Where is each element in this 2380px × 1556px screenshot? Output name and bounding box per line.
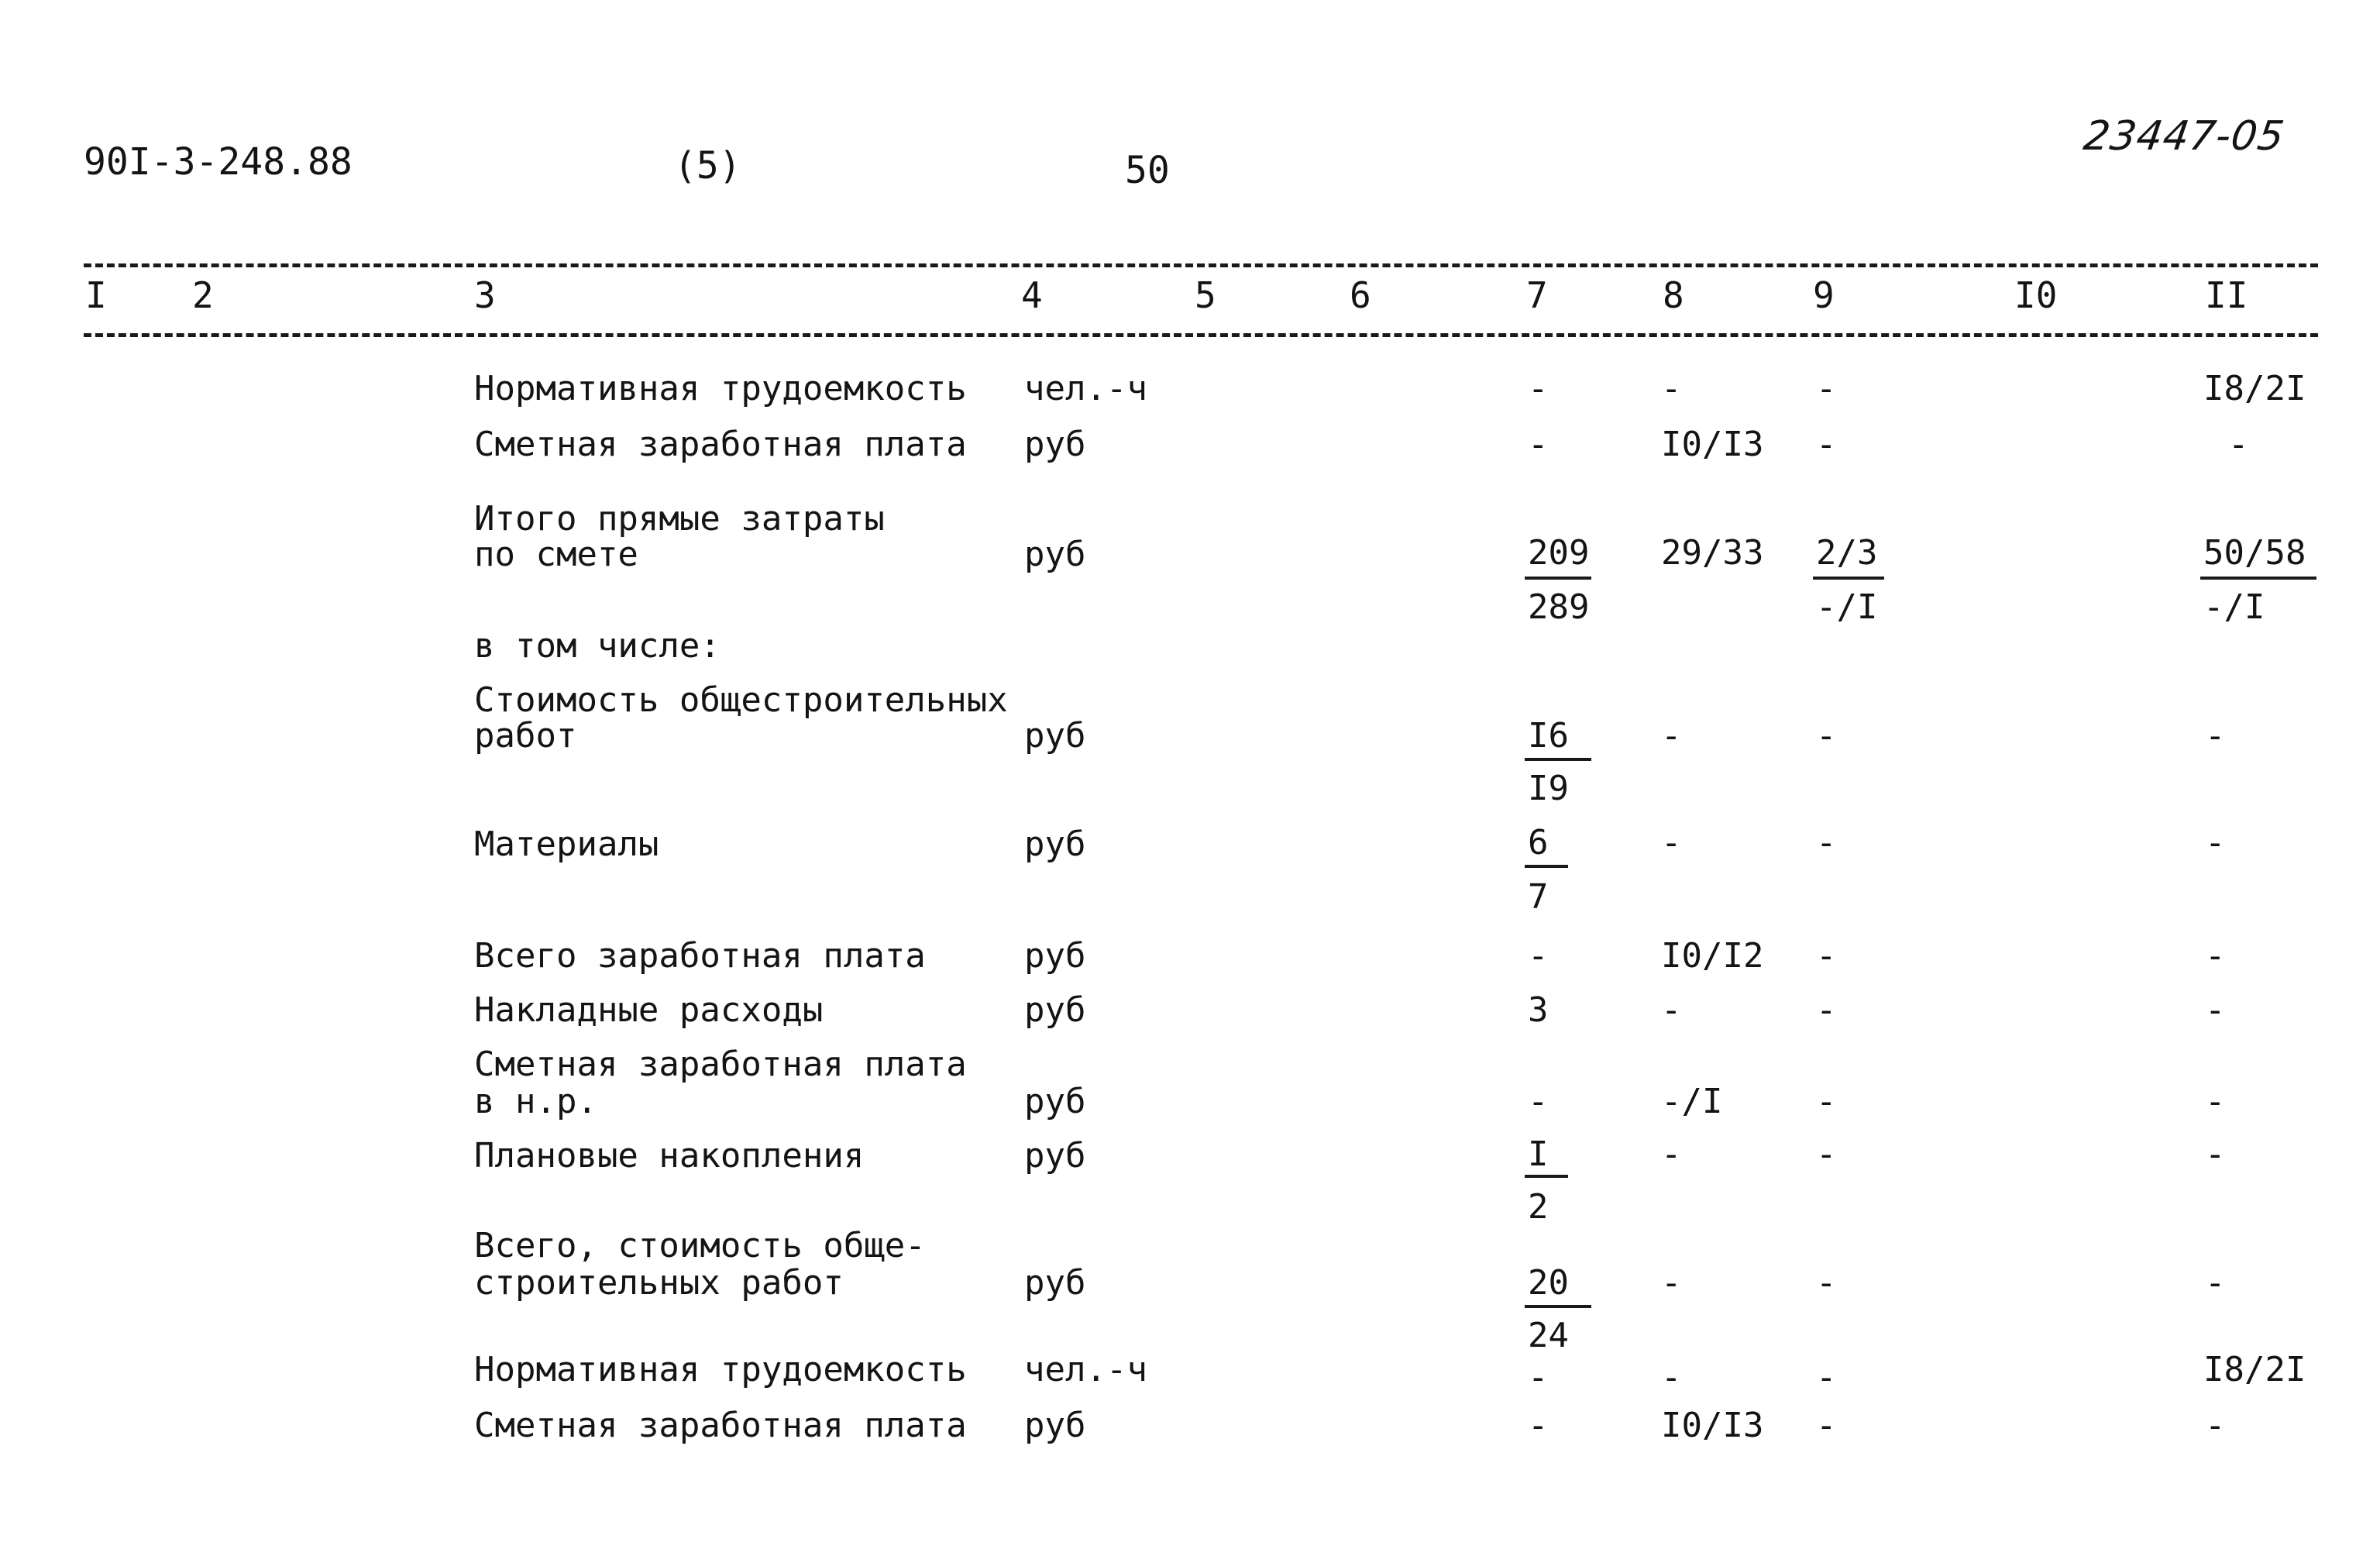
row-label: Всего заработная плата	[474, 936, 926, 976]
cell-col9: -	[1816, 369, 1837, 408]
cell-col9: -	[1816, 1082, 1837, 1121]
cell-col11: I8/2I	[2203, 369, 2306, 408]
row-label: Накладные расходы	[474, 990, 824, 1030]
row-label-subheading: в том числе:	[474, 626, 721, 666]
cell-col7-numerator: I	[1528, 1134, 1549, 1174]
cell-col7: -	[1528, 1358, 1549, 1397]
cell-col7-numerator: 6	[1528, 823, 1549, 862]
row-label-continued: работ	[474, 716, 577, 756]
section-number: (5)	[674, 144, 741, 188]
column-header-7: 7	[1526, 274, 1548, 316]
cell-col7: -	[1528, 1082, 1549, 1121]
row-unit: руб	[1024, 990, 1086, 1030]
row-unit: руб	[1024, 824, 1086, 864]
cell-col8: -	[1661, 823, 1682, 862]
cell-col11-denominator: -/I	[2203, 587, 2265, 627]
column-header-9: 9	[1813, 274, 1835, 316]
cell-col8: -	[1661, 1263, 1682, 1303]
cell-col11: -	[2205, 823, 2226, 862]
cell-col9: -	[1816, 1134, 1837, 1174]
cell-col7-denominator: 289	[1528, 587, 1590, 627]
cell-col9: -	[1816, 1406, 1837, 1445]
column-header-6: 6	[1350, 274, 1371, 316]
row-unit: руб	[1024, 716, 1086, 756]
cell-col9: -	[1816, 425, 1837, 464]
cell-col9-denominator: -/I	[1816, 587, 1878, 627]
fraction-bar	[1525, 758, 1591, 761]
cell-col11: -	[2205, 1263, 2226, 1303]
row-label: Нормативная трудоемкость	[474, 1350, 967, 1389]
fraction-bar	[1813, 577, 1884, 580]
cell-col9: -	[1816, 1263, 1837, 1303]
row-label-continued: по смете	[474, 535, 638, 574]
row-unit: руб	[1024, 1082, 1086, 1121]
page-number: 50	[1125, 149, 1170, 192]
cell-col8: -	[1661, 1358, 1682, 1397]
row-unit: руб	[1024, 1406, 1086, 1445]
column-header-2: 2	[192, 274, 214, 316]
cell-col7: -	[1528, 1406, 1549, 1445]
cell-col9: -	[1816, 990, 1837, 1030]
row-unit: руб	[1024, 425, 1086, 464]
cell-col11: -	[2205, 1134, 2226, 1174]
column-header-1: I	[85, 274, 107, 316]
column-header-5: 5	[1195, 274, 1216, 316]
cell-col7-denominator: 7	[1528, 877, 1549, 917]
cell-col9-numerator: 2/3	[1816, 533, 1878, 573]
row-label-continued: в н.р.	[474, 1082, 597, 1121]
row-unit: руб	[1024, 1136, 1086, 1176]
cell-col7-denominator: 2	[1528, 1187, 1549, 1227]
row-label: Итого прямые затраты	[474, 499, 885, 539]
cell-col7: 3	[1528, 990, 1549, 1030]
row-unit: руб	[1024, 936, 1086, 976]
row-label: Стоимость общестроительных	[474, 680, 1008, 720]
cell-col7-numerator: 209	[1528, 533, 1590, 573]
document-code: 90I-3-248.88	[84, 140, 353, 184]
cell-col11: I8/2I	[2203, 1350, 2306, 1389]
row-label-continued: строительных работ	[474, 1263, 844, 1303]
row-unit: чел.-ч	[1024, 369, 1147, 408]
column-header-3: 3	[474, 274, 496, 316]
table-header-rule	[84, 333, 2318, 337]
cell-col8: I0/I3	[1661, 425, 1764, 464]
cell-col9: -	[1816, 1358, 1837, 1397]
row-unit: руб	[1024, 535, 1086, 574]
column-header-11: II	[2205, 274, 2248, 316]
cell-col8: -	[1661, 1134, 1682, 1174]
cell-col11: -	[2205, 990, 2226, 1030]
column-header-10: I0	[2014, 274, 2058, 316]
cell-col11: -	[2205, 1406, 2226, 1445]
cell-col9: -	[1816, 716, 1837, 756]
row-label: Сметная заработная плата	[474, 425, 967, 464]
cell-col11: -	[2205, 716, 2226, 756]
row-label: Сметная заработная плата	[474, 1045, 967, 1084]
fraction-bar	[1525, 1175, 1568, 1178]
cell-col11: -	[2205, 936, 2226, 976]
fraction-bar	[1525, 865, 1568, 868]
row-label: Нормативная трудоемкость	[474, 369, 967, 408]
cell-col8: I0/I2	[1661, 936, 1764, 976]
archive-stamp-number: 23447-05	[2080, 113, 2288, 160]
cell-col8: -	[1661, 716, 1682, 756]
cell-col7-numerator: I6	[1528, 716, 1569, 756]
cell-col7-numerator: 20	[1528, 1263, 1569, 1303]
cell-col11: -	[2228, 425, 2249, 464]
row-label: Всего, стоимость обще-	[474, 1226, 926, 1265]
row-label: Сметная заработная плата	[474, 1406, 967, 1445]
column-header-8: 8	[1663, 274, 1684, 316]
fraction-bar	[2200, 577, 2316, 580]
cell-col7: -	[1528, 369, 1549, 408]
row-unit: руб	[1024, 1263, 1086, 1303]
cell-col8: -/I	[1661, 1082, 1723, 1121]
cell-col9: -	[1816, 936, 1837, 976]
fraction-bar	[1525, 1305, 1591, 1308]
cell-col7-denominator: 24	[1528, 1316, 1569, 1355]
row-unit: чел.-ч	[1024, 1350, 1147, 1389]
cell-col11-numerator: 50/58	[2203, 533, 2306, 573]
table-top-rule	[84, 263, 2318, 267]
cell-col11: -	[2205, 1082, 2226, 1121]
row-label: Материалы	[474, 824, 659, 864]
cell-col8: -	[1661, 990, 1682, 1030]
cell-col8: -	[1661, 369, 1682, 408]
cell-col7: -	[1528, 936, 1549, 976]
cell-col7: -	[1528, 425, 1549, 464]
row-label: Плановые накопления	[474, 1136, 865, 1176]
cell-col9: -	[1816, 823, 1837, 862]
column-header-4: 4	[1021, 274, 1043, 316]
fraction-bar	[1525, 577, 1591, 580]
cell-col8: I0/I3	[1661, 1406, 1764, 1445]
cell-col7-denominator: I9	[1528, 769, 1569, 808]
cell-col8: 29/33	[1661, 533, 1764, 573]
